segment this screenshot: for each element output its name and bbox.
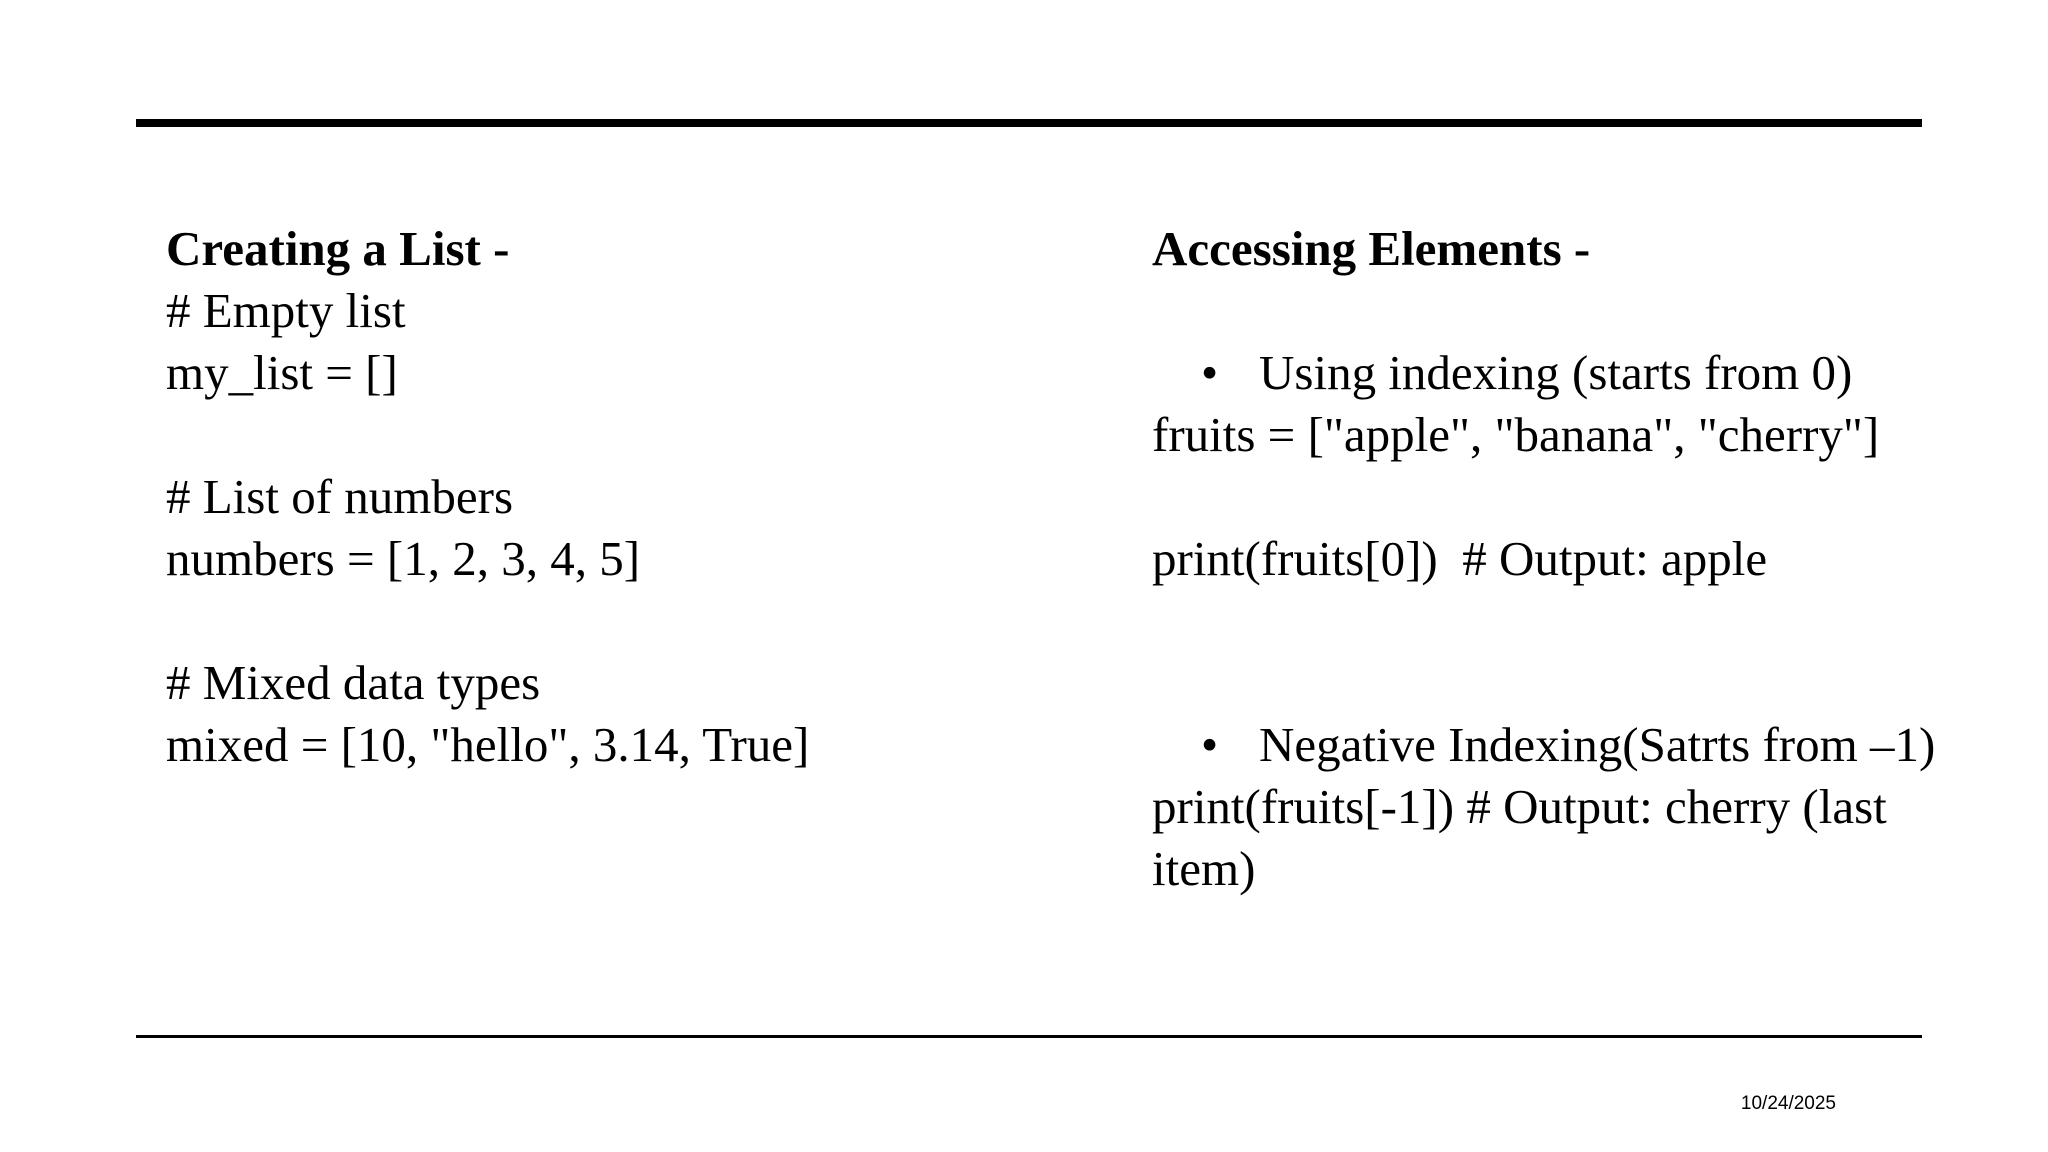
empty-list-code: my_list = []: [166, 345, 398, 400]
fruits-code: fruits = ["apple", "banana", "cherry"]: [1152, 407, 1880, 462]
bullet-negative-indexing: [1152, 652, 1992, 772]
bullet-indexing-text: Using indexing (starts from 0): [1259, 345, 1853, 400]
mixed-code: mixed = [10, "hello", 3.14, True]: [166, 717, 810, 772]
mixed-comment: # Mixed data types: [166, 655, 541, 710]
print-first-code: print(fruits[0]) # Output: apple: [1152, 531, 1768, 586]
bullet-indexing: [1152, 280, 1992, 400]
spacer: [1152, 466, 1992, 528]
bullet-icon: •: [1201, 717, 1219, 772]
spacer: [1152, 590, 1992, 652]
bullet-negative-text: Negative Indexing(Satrts from –1): [1259, 717, 1936, 772]
numbers-code: numbers = [1, 2, 3, 4, 5]: [166, 531, 641, 586]
spacer: [166, 590, 1106, 652]
print-last-code: print(fruits[-1]) # Output: cherry (last item): [1152, 779, 1900, 896]
left-column: [166, 218, 1106, 776]
top-divider: [136, 119, 1922, 127]
bullet-icon: •: [1201, 345, 1219, 400]
right-column: [1152, 218, 1992, 900]
numbers-comment: # List of numbers: [166, 469, 514, 524]
slide-date: 10/24/2025: [1740, 1093, 1836, 1114]
empty-list-comment: # Empty list: [166, 283, 406, 338]
spacer: [166, 404, 1106, 466]
bottom-divider: [136, 1035, 1922, 1038]
creating-list-heading: Creating a List -: [166, 221, 510, 276]
accessing-elements-heading: Accessing Elements -: [1152, 221, 1591, 276]
